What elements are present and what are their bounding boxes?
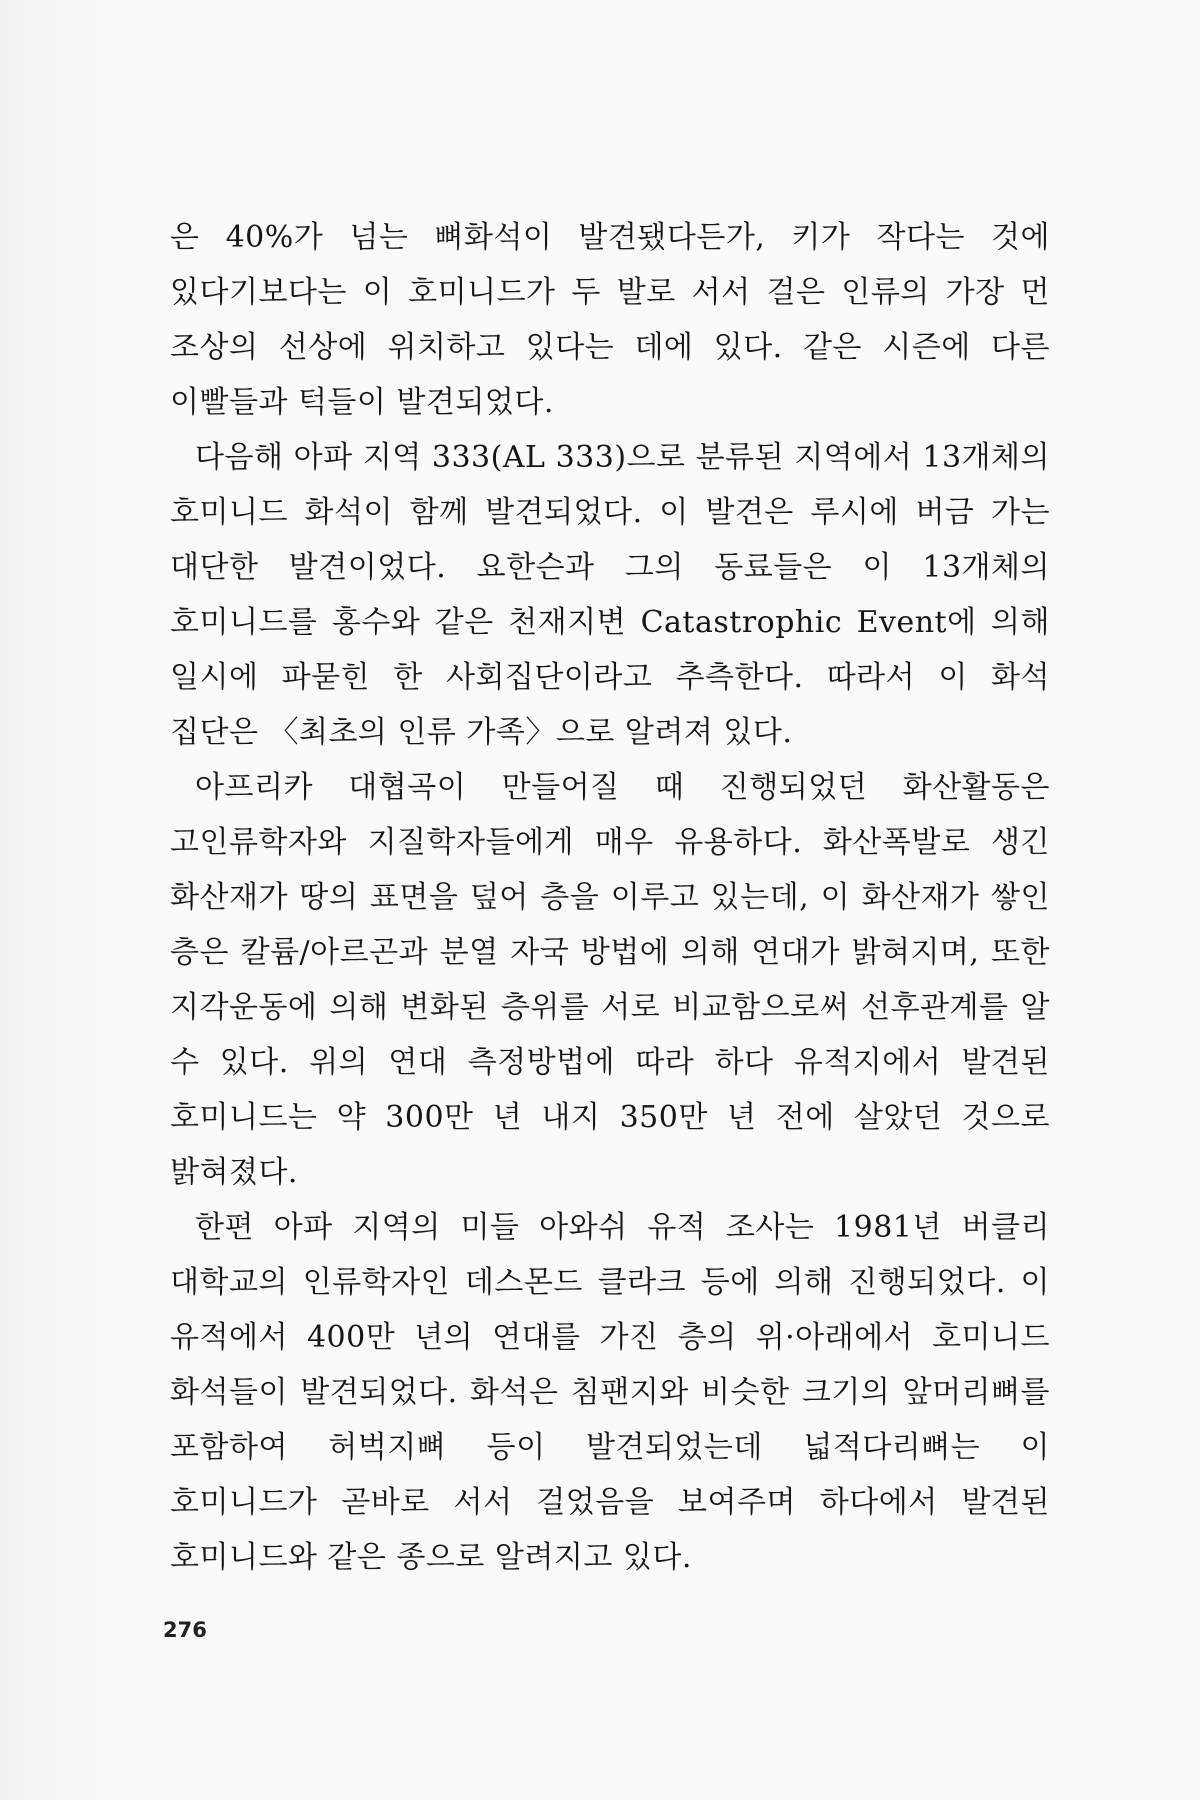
paragraph-volcanic-dating: 아프리카 대협곡이 만들어질 때 진행되었던 화산활동은 고인류학자와 지질학자들에게 매우 유용하다. 화산폭발로 생긴 화산재가 땅의 표면을 덮어 층을 이루고 있는데, 이 화산재가 쌓인 층은 칼륨/아르곤과 분열 자국 방법에 의해 연대가 밝혀지며, 또한 지각운동에 의해 변화된 층위를 서로 비교함으로써 선후관계를 알 수 있다. 위의 연대 측정방법에 따라 하다 유적지에서 발견된 호미니드는 약 300만 년 내지 350만 년 전에 살았던 것으로 밝혀졌다. xyxy=(170,770,1050,1190)
paragraph-al333: 다음해 아파 지역 333(AL 333)으로 분류된 지역에서 13개체의 호미니드 화석이 함께 발견되었다. 이 발견은 루시에 버금 가는 대단한 발견이었다. 요한슨과 그의 동료들은 이 13개체의 호미니드를 홍수와 같은 천재지변 Catastrophic Event에 의해 일시에 파묻힌 한 사회집단이라고 추측한다. 따라서 이 화석 집단은 〈최초의 인류 가족〉으로 알려져 있다. xyxy=(170,440,1050,750)
paragraph-middle-awash: 한편 아파 지역의 미들 아와쉬 유적 조사는 1981년 버클리 대학교의 인류학자인 데스몬드 클라크 등에 의해 진행되었다. 이 유적에서 400만 년의 연대를 가진 층의 위·아래에서 호미니드 화석들이 발견되었다. 화석은 침팬지와 비슷한 크기의 앞머리뼈를 포함하여 허벅지뼈 등이 발견되었는데 넓적다리뼈는 이 호미니드가 곧바로 서서 걸었음을 보여주며 하다에서 발견된 호미니드와 같은 종으로 알려지고 있다. xyxy=(170,1210,1050,1575)
paragraph-continued: 은 40%가 넘는 뼈화석이 발견됐다든가, 키가 작다는 것에 있다기보다는 이 호미니드가 두 발로 서서 걸은 인류의 가장 먼 조상의 선상에 위치하고 있다는 데에 있다. 같은 시즌에 다른 이빨들과 턱들이 발견되었다. xyxy=(170,220,1050,420)
page-gutter-shadow xyxy=(0,0,110,1800)
body-text xyxy=(170,210,1050,1585)
page-number: 276 xyxy=(163,1618,207,1642)
